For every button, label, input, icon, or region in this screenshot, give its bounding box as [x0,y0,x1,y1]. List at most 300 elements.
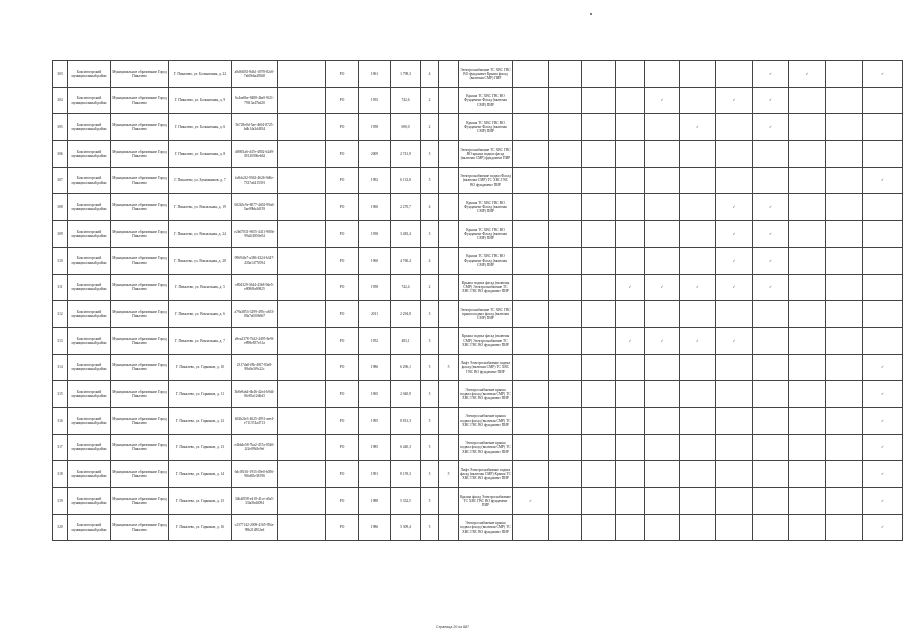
municipality-cell: Муниципальное образование Город Пикалево [111,87,169,114]
check-mark-icon: ✓ [645,327,680,354]
empty-check-cell [513,381,549,408]
municipality-cell: Муниципальное образование Город Пикалево [111,514,169,541]
area-cell: 2 741,9 [391,141,421,168]
empty-check-cell [513,87,549,114]
year-cell: 1958 [359,114,391,141]
empty-check-cell [513,407,549,434]
floors-cell: 5 [421,381,439,408]
check-mark-icon: ✓ [616,274,645,301]
check-mark-icon: ✓ [716,221,753,248]
empty-check-cell [753,488,789,515]
district-cell: Бокситогорский муниципальный район [68,87,111,114]
empty-check-cell [513,167,549,194]
empty-check-cell [616,114,645,141]
empty-check-cell [549,194,582,221]
year-cell: 1960 [359,247,391,274]
empty-check-cell [789,247,826,274]
page-footer: Страница 20 из 887 [436,625,469,629]
elevators-cell [439,407,459,434]
empty-check-cell [616,87,645,114]
check-mark-icon: ✓ [753,247,789,274]
table-row [53,327,903,354]
empty-check-cell [753,434,789,461]
municipality-cell: Муниципальное образование Город Пикалево [111,488,169,515]
empty-check-cell [513,194,549,221]
empty-check-cell [582,221,616,248]
empty-check-cell [863,221,903,248]
empty-check-cell [826,407,863,434]
district-cell: Бокситогорский муниципальный район [68,514,111,541]
empty-check-cell [826,221,863,248]
empty-check-cell [645,434,680,461]
works-cell: Электроснабжение ТС ХВС ГВС крыша подвал фасад (включая СМР) ПИР [459,301,513,328]
area-cell: 5 309,4 [391,514,421,541]
address-cell: Г. Пикалево, ул. Бумажников, д. 7 [169,167,232,194]
area-cell: 742,4 [391,274,421,301]
area-cell: 3 483,4 [391,221,421,248]
empty-check-cell [645,488,680,515]
table-row [53,488,903,515]
elevators-cell [439,327,459,354]
empty-check-cell [826,488,863,515]
empty-check-cell [789,141,826,168]
year-cell: 1992 [359,167,391,194]
floors-cell: 3 [421,327,439,354]
area-cell: 5 332,5 [391,488,421,515]
empty-check-cell [680,61,716,88]
empty-check-cell [582,434,616,461]
empty-check-cell [826,247,863,274]
municipality-cell: Муниципальное образование Город Пикалево [111,194,169,221]
blank-cell [278,461,326,488]
empty-check-cell [826,327,863,354]
row-number: 317 [53,434,68,461]
address-cell: Г. Пикалево, ул. Горняков, д. 13 [169,434,232,461]
empty-check-cell [826,194,863,221]
empty-check-cell [582,381,616,408]
blank-cell [278,434,326,461]
elevators-cell [439,434,459,461]
address-cell: Г. Пикалево, ул. Больничная, д. 22 [169,61,232,88]
year-cell: 1958 [359,274,391,301]
fund-form-cell: РО [326,274,359,301]
fund-form-cell: РО [326,434,359,461]
empty-check-cell [616,381,645,408]
area-cell: 8 159,3 [391,461,421,488]
empty-check-cell [645,354,680,381]
register-body [53,61,903,541]
year-cell: 1961 [359,61,391,88]
address-cell: Г. Пикалево, ул. Горняков, д. 16 [169,514,232,541]
empty-check-cell [789,301,826,328]
address-cell: Г. Пикалево, ул. Горняков, д. 12 [169,407,232,434]
empty-check-cell [789,461,826,488]
empty-check-cell [645,461,680,488]
fund-form-cell: РО [326,354,359,381]
empty-check-cell [863,141,903,168]
house-id-cell: a9ea2378-7b32-4495-8e9f-e898e857e31a [232,327,278,354]
empty-check-cell [863,274,903,301]
elevators-cell [439,488,459,515]
empty-check-cell [753,354,789,381]
area-cell: 2 294,8 [391,301,421,328]
empty-check-cell [582,167,616,194]
empty-check-cell [716,407,753,434]
floors-cell: 4 [421,194,439,221]
house-id-cell: e4bb4e58-7ba2-457a-8546-2f2e09b5e9ef [232,434,278,461]
empty-check-cell [549,87,582,114]
row-number: 308 [53,194,68,221]
house-id-cell: 6c4ae0be-9488-4be0-9f21-79f13a47bd20 [232,87,278,114]
blank-cell [278,381,326,408]
empty-check-cell [789,488,826,515]
house-id-cell: c2377142-2009-4165-95fa-99b214852ed [232,514,278,541]
table-row [53,407,903,434]
check-mark-icon: ✓ [753,274,789,301]
house-id-cell: 6dc05f16-1933-49e0-b056-9f6d65e38196 [232,461,278,488]
elevators-cell [439,221,459,248]
empty-check-cell [753,167,789,194]
address-cell: Г. Пикалево, ул. Вокзальная, д. 7 [169,327,232,354]
year-cell: 2009 [359,141,391,168]
house-id-cell: 34b4f058-e418-41ce-a9a5-33fa5bd4094 [232,488,278,515]
elevators-cell [439,301,459,328]
row-number: 311 [53,274,68,301]
empty-check-cell [753,327,789,354]
house-id-cell: 3b8e9ab4-6b46-42e4-b9d4-8fe85a12d6d3 [232,381,278,408]
check-mark-icon: ✓ [753,87,789,114]
empty-check-cell [645,247,680,274]
house-id-cell: 5b728e0d-5ae-4b94-8725-bdb14a3d4834 [232,114,278,141]
empty-check-cell [826,167,863,194]
empty-check-cell [826,434,863,461]
empty-check-cell [716,514,753,541]
floors-cell: 5 [421,354,439,381]
table-row [53,461,903,488]
empty-check-cell [789,194,826,221]
empty-check-cell [582,488,616,515]
floors-cell: 4 [421,61,439,88]
empty-check-cell [582,327,616,354]
empty-check-cell [549,247,582,274]
house-id-cell: 2317da0-f8b-48f7-83e8-98a9a3f9c22c [232,354,278,381]
year-cell: 1955 [359,87,391,114]
row-number: 306 [53,141,68,168]
check-mark-icon: ✓ [753,114,789,141]
works-cell: Крыша ТС ХВС ГВС ВО Фундамент Фасад (включая СМР) ПИР [459,194,513,221]
empty-check-cell [716,461,753,488]
address-cell: Г. Пикалево, ул. Горняков, д. 11 [169,381,232,408]
house-id-cell: a79a3853-3299-495c-a653-09a7a0506667 [232,301,278,328]
check-mark-icon: ✓ [863,61,903,88]
municipality-cell: Муниципальное образование Город Пикалево [111,381,169,408]
empty-check-cell [680,354,716,381]
house-id-cell: 602b5c9e-8077-4402-99a6-5ae09bb4d159 [232,194,278,221]
empty-check-cell [616,354,645,381]
area-cell: 2 040,9 [391,381,421,408]
empty-check-cell [680,194,716,221]
area-cell: 2 270,7 [391,194,421,221]
empty-check-cell [680,141,716,168]
check-mark-icon: ✓ [863,461,903,488]
check-mark-icon: ✓ [680,114,716,141]
fund-form-cell: РО [326,114,359,141]
empty-check-cell [616,434,645,461]
empty-check-cell [582,301,616,328]
address-cell: Г. Пикалево, ул. Вокзальная, д. 5 [169,274,232,301]
empty-check-cell [826,301,863,328]
check-mark-icon: ✓ [863,354,903,381]
empty-check-cell [513,514,549,541]
blank-cell [278,87,326,114]
check-mark-icon: ✓ [753,221,789,248]
empty-check-cell [826,141,863,168]
year-cell: 1986 [359,514,391,541]
table-row [53,61,903,88]
address-cell: Г. Пикалево, ул. Вокзальная, д. 19 [169,194,232,221]
address-cell: Г. Пикалево, ул. Вокзальная, д. 6 [169,301,232,328]
empty-check-cell [549,461,582,488]
district-cell: Бокситогорский муниципальный район [68,114,111,141]
blank-cell [278,327,326,354]
elevators-cell [439,381,459,408]
fund-form-cell: РО [326,221,359,248]
house-id-cell: b92b2fe3-4625-4951-aee4-e711374a4713 [232,407,278,434]
works-cell: Крыша ТС ХВС ГВС ВО Фундамент Фасад (включая СМР) ПИР [459,114,513,141]
empty-check-cell [616,461,645,488]
municipality-cell: Муниципальное образование Город Пикалево [111,114,169,141]
municipality-cell: Муниципальное образование Город Пикалево [111,327,169,354]
year-cell: 1985 [359,434,391,461]
empty-check-cell [680,167,716,194]
empty-check-cell [716,488,753,515]
district-cell: Бокситогорский муниципальный район [68,61,111,88]
works-cell: Крыша фасад Электроснабжение ТС ХВС ГВС ВО фундамент ПИР [459,488,513,515]
check-mark-icon: ✓ [863,488,903,515]
district-cell: Бокситогорский муниципальный район [68,354,111,381]
empty-check-cell [753,407,789,434]
check-mark-icon: ✓ [863,407,903,434]
municipality-cell: Муниципальное образование Город Пикалево [111,247,169,274]
works-cell: Электроснабжение ТС ХВС ГВС ВО фундамент Крыша фасад (включая СМР) ПИР [459,61,513,88]
empty-check-cell [549,327,582,354]
empty-check-cell [616,61,645,88]
check-mark-icon: ✓ [753,194,789,221]
check-mark-icon: ✓ [645,274,680,301]
page-speck [590,13,592,15]
house-id-cell: fa8cb2f2-9363-4626-9d0e-7337a6415391 [232,167,278,194]
year-cell: 1965 [359,381,391,408]
row-number: 309 [53,221,68,248]
empty-check-cell [680,461,716,488]
empty-check-cell [513,434,549,461]
year-cell: 1991 [359,461,391,488]
elevators-cell [439,194,459,221]
fund-form-cell: РО [326,61,359,88]
empty-check-cell [645,61,680,88]
empty-check-cell [680,407,716,434]
empty-check-cell [616,167,645,194]
empty-check-cell [716,354,753,381]
check-mark-icon: ✓ [616,327,645,354]
empty-check-cell [582,354,616,381]
blank-cell [278,354,326,381]
area-cell: 8 813,3 [391,407,421,434]
row-number: 303 [53,61,68,88]
year-cell: 1988 [359,488,391,515]
floors-cell: 5 [421,141,439,168]
municipality-cell: Муниципальное образование Город Пикалево [111,354,169,381]
empty-check-cell [789,167,826,194]
works-cell: Электроснабжение ТС ХВС ГВС ВО крыша подвал фасад (включая СМР) фундамент ПИР [459,141,513,168]
year-cell: 1958 [359,221,391,248]
floors-cell: 5 [421,488,439,515]
municipality-cell: Муниципальное образование Город Пикалево [111,61,169,88]
empty-check-cell [716,381,753,408]
fund-form-cell: РО [326,301,359,328]
address-cell: Г. Пикалево, ул. Вокзальная, д. 24 [169,221,232,248]
blank-cell [278,407,326,434]
floors-cell: 3 [421,221,439,248]
row-number: 319 [53,488,68,515]
district-cell: Бокситогорский муниципальный район [68,434,111,461]
table-row [53,434,903,461]
check-mark-icon: ✓ [716,87,753,114]
check-mark-icon: ✓ [716,274,753,301]
empty-check-cell [549,381,582,408]
empty-check-cell [582,514,616,541]
blank-cell [278,141,326,168]
works-cell: Крыша ТС ХВС ГВС ВО Фундамент Фасад (включая СМР) ПИР [459,247,513,274]
empty-check-cell [645,114,680,141]
empty-check-cell [863,327,903,354]
empty-check-cell [513,274,549,301]
empty-check-cell [645,221,680,248]
works-cell: Электроснабжение крыша подвал фасад (включая СМР) ТС ХВС ГВС ВО фундамент ПИР [459,381,513,408]
address-cell: Г. Пикалево, ул. Вокзальная, д. 28 [169,247,232,274]
empty-check-cell [582,114,616,141]
row-number: 316 [53,407,68,434]
empty-check-cell [513,61,549,88]
empty-check-cell [582,194,616,221]
empty-check-cell [680,247,716,274]
municipality-cell: Муниципальное образование Город Пикалево [111,407,169,434]
district-cell: Бокситогорский муниципальный район [68,301,111,328]
empty-check-cell [680,488,716,515]
area-cell: 6 296,1 [391,354,421,381]
empty-check-cell [789,381,826,408]
row-number: 318 [53,461,68,488]
works-cell: Электроснабжение подвал Фасад (включая СМР) ТС ХВС ГВС ВО фундамент ПИР [459,167,513,194]
table-row [53,301,903,328]
floors-cell: 4 [421,247,439,274]
floors-cell: 5 [421,434,439,461]
year-cell: 1960 [359,194,391,221]
elevators-cell [439,87,459,114]
blank-cell [278,514,326,541]
empty-check-cell [549,221,582,248]
empty-check-cell [549,274,582,301]
blank-cell [278,61,326,88]
empty-check-cell [616,141,645,168]
floors-cell: 5 [421,167,439,194]
empty-check-cell [716,167,753,194]
district-cell: Бокситогорский муниципальный район [68,407,111,434]
empty-check-cell [645,167,680,194]
empty-check-cell [513,114,549,141]
table-row [53,141,903,168]
district-cell: Бокситогорский муниципальный район [68,274,111,301]
empty-check-cell [753,461,789,488]
fund-form-cell: РО [326,381,359,408]
empty-check-cell [789,354,826,381]
empty-check-cell [789,434,826,461]
floors-cell: 5 [421,461,439,488]
empty-check-cell [789,87,826,114]
table-row [53,247,903,274]
district-cell: Бокситогорский муниципальный район [68,141,111,168]
address-cell: Г. Пикалево, ул. Больничная, д. 6 [169,114,232,141]
table-row [53,274,903,301]
check-mark-icon: ✓ [716,327,753,354]
row-number: 307 [53,167,68,194]
empty-check-cell [716,61,753,88]
empty-check-cell [616,221,645,248]
empty-check-cell [863,87,903,114]
area-cell: 4 760,4 [391,247,421,274]
row-number: 313 [53,327,68,354]
empty-check-cell [513,327,549,354]
empty-check-cell [680,381,716,408]
empty-check-cell [826,87,863,114]
works-cell: Лифт Электроснабжение подвал фасад (включая СМР) Крыша ТС ХВС ГВС ВО фундамент ПИР [459,461,513,488]
area-cell: 6 133,8 [391,167,421,194]
empty-check-cell [513,301,549,328]
check-mark-icon: ✓ [680,327,716,354]
works-cell: Крыша ТС ХВС ГВС ВО Фундамент Фасад (включая СМР) ПИР [459,87,513,114]
year-cell: 1952 [359,327,391,354]
empty-check-cell [582,61,616,88]
works-cell: Электроснабжение крыша подвал фасад (включая СМР) ТС ХВС ГВС ВО фундамент ПИР [459,514,513,541]
floors-cell: 3 [421,301,439,328]
floors-cell: 5 [421,514,439,541]
floors-cell: 2 [421,87,439,114]
empty-check-cell [753,514,789,541]
house-id-cell: df88f1a6-d47e-4802-b2d9-39120396eb62 [232,141,278,168]
row-number: 304 [53,87,68,114]
table-row [53,87,903,114]
empty-check-cell [549,354,582,381]
works-cell: Электроснабжение крыша подвал фасад (включая СМР) ТС ХВС ГВС ВО фундамент ПИР [459,407,513,434]
municipality-cell: Муниципальное образование Город Пикалево [111,461,169,488]
empty-check-cell [513,141,549,168]
area-cell: 483,1 [391,327,421,354]
empty-check-cell [582,407,616,434]
row-number: 315 [53,381,68,408]
empty-check-cell [549,434,582,461]
check-mark-icon: ✓ [645,87,680,114]
table-row [53,167,903,194]
elevators-cell [439,141,459,168]
empty-check-cell [616,301,645,328]
empty-check-cell [789,221,826,248]
empty-check-cell [826,354,863,381]
empty-check-cell [753,141,789,168]
empty-check-cell [549,301,582,328]
empty-check-cell [549,167,582,194]
check-mark-icon: ✓ [716,247,753,274]
empty-check-cell [616,247,645,274]
